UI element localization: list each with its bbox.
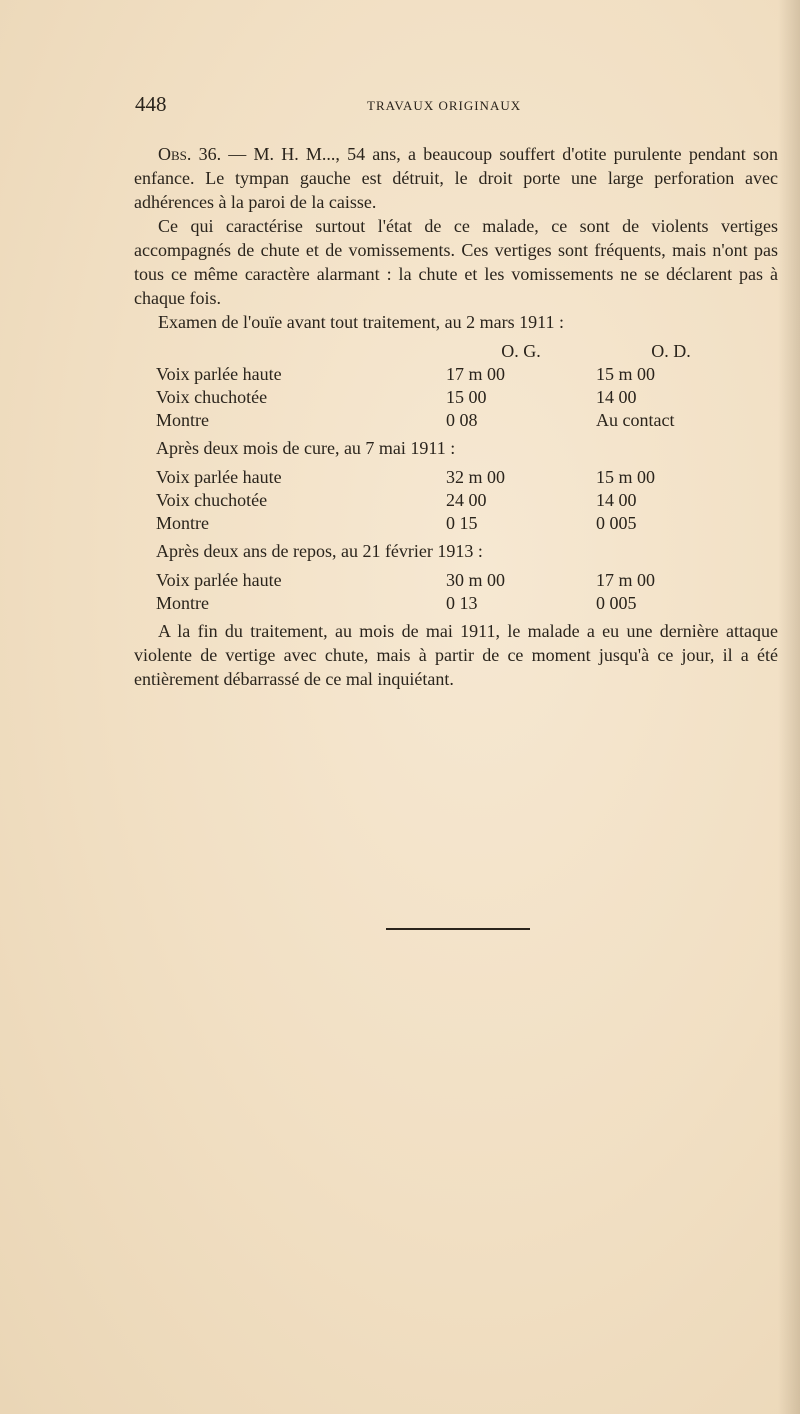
- section-divider: [386, 928, 530, 930]
- value-od: 14 00: [596, 387, 637, 407]
- table-header-row: [156, 340, 746, 363]
- row-label: Voix parlée haute: [156, 364, 282, 384]
- value-od: 15 m 00: [596, 467, 656, 487]
- table-row: [156, 386, 746, 409]
- row-label: Voix chuchotée: [156, 387, 268, 407]
- table-row: [156, 489, 746, 512]
- value-od: 0 005: [596, 513, 637, 533]
- exam-intro-paragraph: Examen de l'ouïe avant tout traitement, au 2 mars 1911 :: [158, 312, 564, 332]
- table-row: [156, 363, 746, 386]
- page-number: 448: [135, 92, 167, 116]
- value-og: 0 15: [446, 513, 478, 533]
- value-od: Au contact: [596, 410, 675, 430]
- value-od: 0 005: [596, 593, 637, 613]
- table-row: [156, 592, 746, 615]
- value-od: 17 m 00: [596, 570, 656, 590]
- value-og: 0 13: [446, 593, 478, 613]
- observation-text: — M. H. M..., 54 ans, a beaucoup souffert d'otite purulente pendant son enfance. Le tympan gauche est détruit, le droit porte une large perforation avec adhérences à la paroi de la caisse.: [134, 144, 778, 212]
- symptoms-paragraph: Ce qui caractérise surtout l'état de ce malade, ce sont de violents vertiges accompagnés de chute et de vomissements. Ces vertiges sont fréquents, mais n'ont pas tous ce même caractère alarmant : la chute et les vomissements ne se déclarent pas à chaque fois.: [134, 216, 778, 308]
- section-caption-cure: Après deux mois de cure, au 7 mai 1911 :: [156, 438, 456, 458]
- hearing-table-after-rest: [156, 569, 746, 615]
- row-label: Montre: [156, 513, 209, 533]
- page-header: [135, 92, 775, 122]
- conclusion-paragraph: A la fin du traitement, au mois de mai 1911, le malade a eu une dernière attaque violente de vertige avec chute, mais à partir de ce moment jusqu'à ce jour, il a été entièrement débarrassé de ce mal inquiétant.: [134, 621, 778, 689]
- section-caption-rest: Après deux ans de repos, au 21 février 1913 :: [156, 541, 483, 561]
- page-edge-shadow: [778, 0, 800, 1414]
- value-og: 32 m 00: [446, 467, 506, 487]
- row-label: Voix parlée haute: [156, 570, 282, 590]
- observation-label: Obs. 36.: [158, 144, 222, 164]
- row-label: Voix chuchotée: [156, 490, 268, 510]
- hearing-table-after-cure: [156, 466, 746, 535]
- header-right-ear: O. D.: [651, 341, 691, 361]
- value-og: 24 00: [446, 490, 487, 510]
- row-label: Montre: [156, 410, 209, 430]
- table-row: [156, 569, 746, 592]
- observation-paragraph: [134, 142, 778, 214]
- value-og: 17 m 00: [446, 364, 506, 384]
- row-label: Montre: [156, 593, 209, 613]
- value-og: 30 m 00: [446, 570, 506, 590]
- article-body: [134, 142, 778, 691]
- value-og: 0 08: [446, 410, 478, 430]
- row-label: Voix parlée haute: [156, 467, 282, 487]
- table-row: [156, 466, 746, 489]
- running-title: TRAVAUX ORIGINAUX: [367, 98, 522, 113]
- value-og: 15 00: [446, 387, 487, 407]
- hearing-table-initial: [156, 340, 746, 432]
- table-row: [156, 512, 746, 535]
- header-left-ear: O. G.: [501, 341, 541, 361]
- value-od: 15 m 00: [596, 364, 656, 384]
- table-row: [156, 409, 746, 432]
- value-od: 14 00: [596, 490, 637, 510]
